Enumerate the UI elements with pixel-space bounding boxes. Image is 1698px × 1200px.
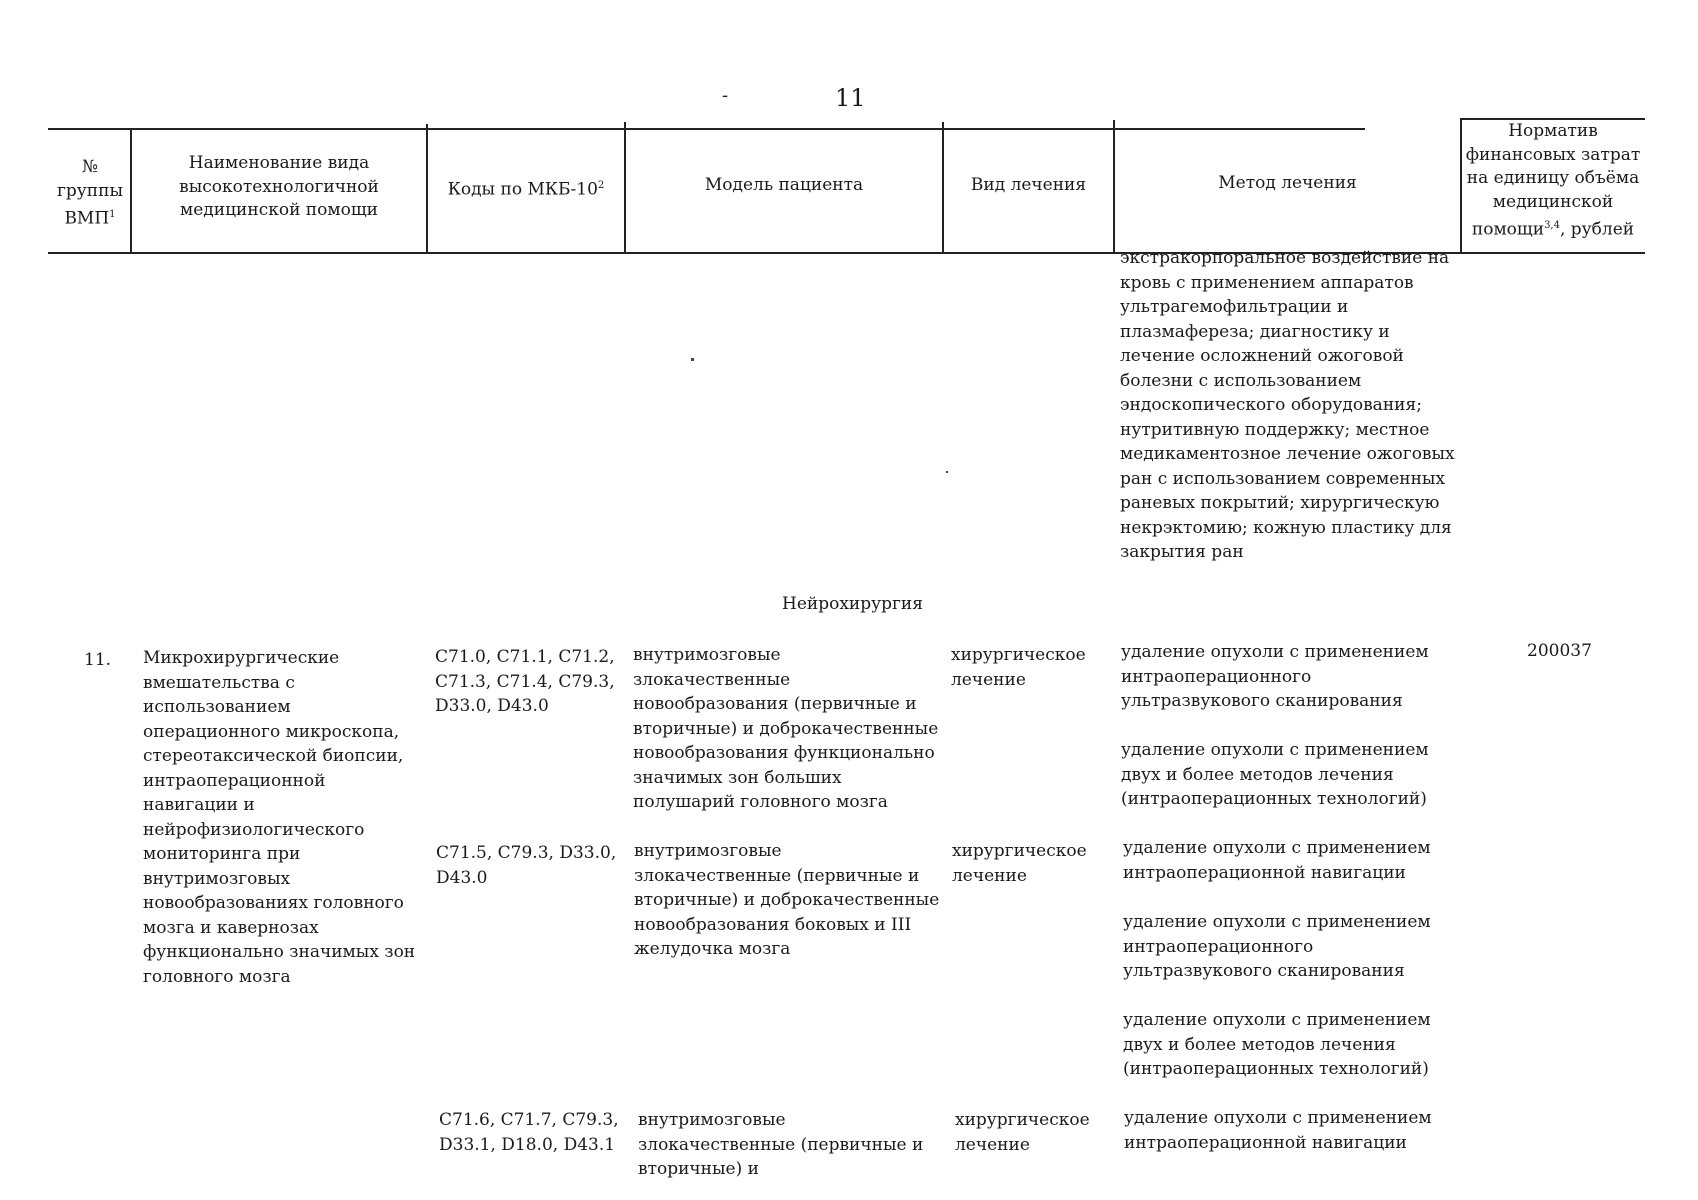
icd-codes: C71.5, C79.3, D33.0, D43.0 (436, 843, 617, 888)
header-treatment-type: Вид лечения (970, 175, 1087, 195)
header-group-number: № группы ВМП$^1$ (57, 157, 123, 229)
scan-speck (691, 358, 694, 361)
patient-model: внутримозговые злокачественные новообразования (первичные и вторичные) и доброкачественные новообразования функционально значимых зон больших полушарий головного мозга (633, 645, 939, 812)
col-divider-1 (130, 128, 132, 252)
section-title: Нейрохирургия (782, 594, 923, 614)
header-treatment-method: Метод лечения (1218, 173, 1357, 193)
treatment-type: хирургическое лечение (955, 1110, 1090, 1155)
header-patient-model: Модель пациента (704, 175, 864, 195)
icd-codes: C71.6, C71.7, C79.3, D33.1, D18.0, D43.1 (439, 1110, 619, 1155)
row-cost-standard: 200037 (1527, 641, 1592, 661)
col-divider-3 (624, 122, 626, 252)
treatment-method: удаление опухоли с применением интраоперационного ультразвукового сканирования (1121, 642, 1429, 711)
col-divider-4 (942, 122, 944, 252)
header-icd-codes: Коды по МКБ-$10^2$ (447, 179, 605, 200)
treatment-method: удаление опухоли с применением двух и более методов лечения (интраоперационных технологий) (1121, 740, 1429, 809)
treatment-type: хирургическое лечение (951, 645, 1086, 690)
col-divider-2 (426, 124, 428, 252)
row-care-type-name: Микрохирургические вмешательства с использованием операционного микроскопа, стереотаксической биопсии, интраоперационной навигации и нейрофизиологического мониторинга при внутримозговых новообразованиях головного мозга и кавернозах функционально значимых зон головного мозга (143, 648, 416, 987)
col-divider-5 (1113, 120, 1115, 252)
page-number: 11 (835, 84, 866, 112)
treatment-method: удаление опухоли с применением интраоперационной навигации (1123, 838, 1431, 883)
header-care-type-name: Наименование вида высокотехнологичной медицинской помощи (179, 153, 379, 220)
treatment-method: удаление опухоли с применением двух и более методов лечения (интраоперационных технологий) (1123, 1010, 1431, 1079)
patient-model: внутримозговые злокачественные (первичные и вторичные) и доброкачественные новообразования боковых и III желудочка мозга (634, 841, 940, 959)
treatment-method: удаление опухоли с применением интраоперационной навигации (1124, 1108, 1432, 1153)
scan-speck (946, 471, 948, 473)
method-continuation-text: экстракорпоральное воздействие на кровь с применением аппаратов ультрагемофильтрации и плазмафереза; диагностику и лечение осложнений ожоговой болезни с использованием эндоскопического оборудования; нутритивную поддержку; местное медикаментозное лечение ожоговых ран с использованием современных раневых покрытий; хирургическую некрэктомию; кожную пластику для закрытия ран (1120, 248, 1455, 562)
page-dash: - (722, 85, 729, 106)
treatment-method: удаление опухоли с применением интраоперационного ультразвукового сканирования (1123, 912, 1431, 981)
icd-codes: C71.0, C71.1, C71.2, C71.3, C71.4, C79.3, D33.0, D43.0 (435, 647, 615, 716)
treatment-type: хирургическое лечение (952, 841, 1087, 886)
header-top-border (48, 128, 1365, 130)
patient-model: внутримозговые злокачественные (первичные и вторичные) и (638, 1110, 924, 1179)
header-cost-standard: Норматив финансовых затрат на единицу объёма медицинской помощи$^{3,4}$, рублей (1465, 121, 1641, 240)
row-group-number: 11. (84, 650, 112, 670)
